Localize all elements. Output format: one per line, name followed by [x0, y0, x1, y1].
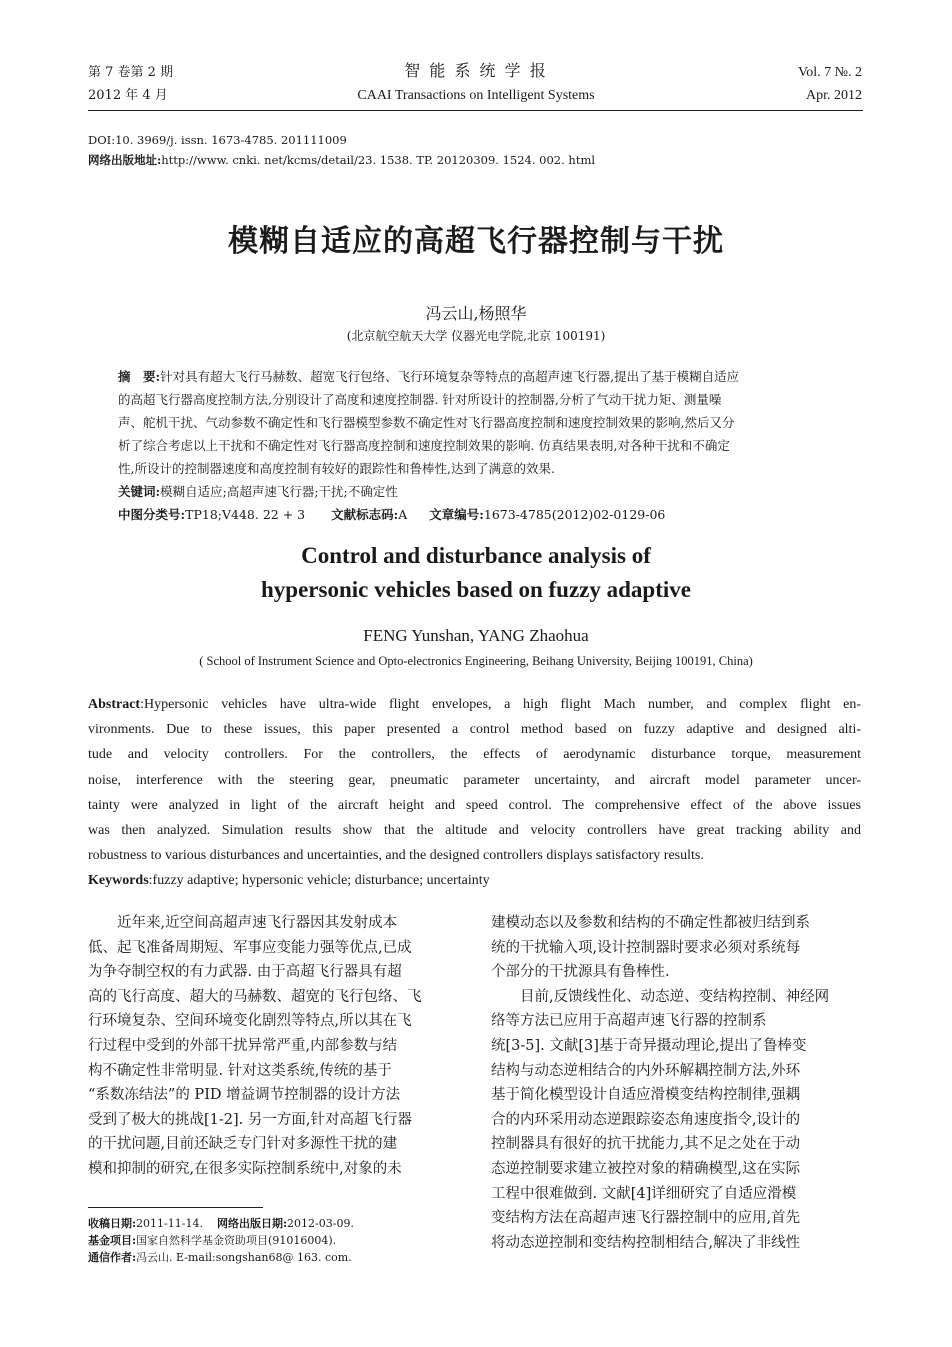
doc-code-value: A [398, 507, 408, 522]
abstract-zh-line: 声、舵机干扰、气动参数不确定性和飞行器模型参数不确定性对飞行器高度控制和速度控制效果的影响,然后又分 [118, 415, 735, 430]
online-address [88, 151, 595, 169]
received-date: 收稿日期:2011-11-14. 网络出版日期:2012-03-09. [88, 1217, 354, 1230]
corresponding-author: 通信作者:冯云山. E-mail:songshan68@ 163. com. [88, 1251, 352, 1264]
abstract-en-line: tainty were analyzed in light of the aircraft height and speed control. The comprehensive effect of the above issues [88, 797, 861, 813]
fund-info: 基金项目:国家自然科学基金资助项目(91016004). [88, 1234, 337, 1247]
affiliation-en: ( School of Instrument Science and Opto-electronics Engineering, Beihang University, Beijing 100191, China) [199, 654, 753, 668]
body-line: 建模动态以及参数和结构的不确定性都被归结到系 [491, 915, 810, 931]
body-line: 将动态逆控制和变结构控制相结合,解决了非线性 [491, 1234, 801, 1251]
abstract-en-line: vironments. Due to these issues, this paper presented a control method based on fuzzy adaptive and designed alti- [88, 722, 861, 738]
keywords-en-label: Keywords [88, 873, 149, 889]
body-line: 低、起飞准备周期短、军事应变能力强等优点,已成 [88, 939, 412, 956]
body-line: 结构与动态逆相结合的内外环解耦控制方法,外环 [491, 1062, 801, 1079]
abstract-en-label: Abstract [88, 697, 141, 712]
body-line: 工程中很难做到. 文献[4]详细研究了自适应滑模 [491, 1185, 797, 1202]
body-line: 统的干扰输入项,设计控制器时要求必须对系统每 [491, 939, 801, 956]
body-line: 个部分的干扰源具有鲁棒性. [491, 964, 670, 981]
abstract-zh [118, 365, 834, 526]
body-line: 络等方法已应用于高超声速飞行器的控制系 [491, 1013, 767, 1030]
abstract-zh-line: 析了综合考虑以上干扰和不确定性对飞行器高度控制和速度控制效果的影响. 仿真结果表明,对各种干扰和不确定 [118, 438, 730, 453]
abstract-en-line: Abstract:Hypersonic vehicles have ultra-wide flight envelopes, a high flight Mach number, and complex flight en- [88, 697, 861, 712]
article-number-label: 文章编号: [429, 507, 484, 522]
body-line: 目前,反馈线性化、动态逆、变结构控制、神经网 [491, 988, 830, 1005]
keywords-zh-label: 关键词: [118, 484, 161, 499]
doc-code-label: 文献标志码: [331, 507, 399, 522]
class-label: 中图分类号: [118, 507, 186, 522]
classification-line [118, 503, 834, 526]
body-line: 受到了极大的挑战[1-2]. 另一方面,针对高超飞行器 [88, 1111, 412, 1128]
keywords-en-value: :fuzzy adaptive; hypersonic vehicle; disturbance; uncertainty [148, 873, 490, 889]
footnotes [88, 1215, 354, 1266]
authors-zh: 冯云山,杨照华 [425, 304, 527, 323]
abstract-zh-label: 摘 要: [118, 369, 161, 384]
online-address-label: 网络出版地址: [88, 153, 162, 167]
paper-title-zh: 模糊自适应的高超飞行器控制与干扰 [228, 224, 724, 259]
body-line: 控制器具有很好的抗干扰能力,其不足之处在于动 [491, 1136, 801, 1153]
journal-name-en: CAAI Transactions on Intelligent Systems [357, 88, 595, 103]
journal-name-zh: 智 能 系 统 学 报 [404, 61, 548, 80]
body-line: “系数冻结法”的 PID 增益调节控制器的设计方法 [88, 1087, 401, 1104]
abstract-en [88, 692, 861, 894]
body-line: 行环境复杂、空间环境变化剧烈等特点,所以其在飞 [88, 1013, 412, 1030]
body-line: 变结构方法在高超声速飞行器控制中的应用,首先 [491, 1210, 801, 1227]
article-number-value: 1673-4785(2012)02-0129-06 [483, 507, 666, 522]
footnote-rule [88, 1207, 263, 1208]
body-line: 高的飞行高度、超大的马赫数、超宽的飞行包络、飞 [88, 988, 422, 1005]
paper-title-en-line-2: hypersonic vehicles based on fuzzy adaptive [261, 577, 691, 602]
abstract-zh-line: 的高超飞行器高度控制方法,分别设计了高度和速度控制器. 针对所设计的控制器,分析了气动干扰力矩、测量噪 [118, 392, 722, 407]
keywords-zh-value: 模糊自适应;高超声速飞行器;干扰;不确定性 [160, 484, 398, 499]
paper-title-en-line-1: Control and disturbance analysis of [301, 543, 651, 568]
body-line: 的干扰问题,目前还缺乏专门针对多源性干扰的建 [88, 1136, 398, 1153]
date-en: Apr. 2012 [806, 88, 862, 103]
body-line: 态逆控制要求建立被控对象的精确模型,这在实际 [491, 1160, 801, 1177]
abstract-en-line: noise, interference with the steering gear, pneumatic parameter uncertainty, and aircraft model parameter uncer- [88, 772, 861, 788]
body-line: 近年来,近空间高超声速飞行器因其发射成本 [88, 915, 398, 931]
volume-issue-zh: 第 7 卷第 2 期 [88, 65, 174, 80]
body-line: 为争夺制空权的有力武器. 由于高超飞行器具有超 [88, 964, 402, 981]
class-value: TP18;V448. 22 + 3 [185, 507, 306, 522]
online-address-url[interactable]: http://www. cnki. net/kcms/detail/23. 1538. TP. 20120309. 1524. 002. html [161, 153, 596, 167]
body-line: 合的内环采用动态逆跟踪姿态角速度指令,设计的 [491, 1111, 801, 1128]
volume-issue-en: Vol. 7 №. 2 [797, 65, 862, 80]
header-rule [88, 110, 863, 111]
abstract-en-line: tude and velocity controllers. For the controllers, the effects of aerodynamic disturbance torque, measurement [88, 747, 861, 763]
affiliation-zh: (北京航空航天大学 仪器光电学院,北京 100191) [346, 329, 606, 343]
date-zh: 2012 年 4 月 [88, 88, 168, 103]
abstract-zh-line: 性,所设计的控制器速度和高度控制有较好的跟踪性和鲁棒性,达到了满意的效果. [118, 461, 555, 476]
body-line: 构不确定性非常明显. 针对这类系统,传统的基于 [88, 1062, 392, 1079]
body-column-left [88, 911, 460, 1182]
body-line: 行过程中受到的外部干扰异常严重,内部参数与结 [88, 1037, 398, 1054]
abstract-en-line: was then analyzed. Simulation results show that the altitude and velocity controllers have great tracking ability and [88, 823, 861, 839]
authors-en: FENG Yunshan, YANG Zhaohua [363, 626, 589, 645]
body-line: 统[3-5]. 文献[3]基于奇异摄动理论,提出了鲁棒变 [491, 1037, 807, 1054]
body-line: 基于简化模型设计自适应滑模变结构控制律,强耦 [491, 1087, 801, 1104]
body-column-right [491, 911, 863, 1255]
doi: DOI:10. 3969/j. issn. 1673-4785. 201111009 [88, 133, 347, 147]
keywords-en [88, 868, 861, 893]
body-line: 模和抑制的研究,在很多实际控制系统中,对象的未 [88, 1160, 402, 1177]
abstract-en-line: robustness to various disturbances and uncertainties, and the designed controllers displays satisfactory results. [88, 848, 704, 864]
abstract-zh-line: 摘 要:针对具有超大飞行马赫数、超宽飞行包络、飞行环境复杂等特点的高超声速飞行器,提出了基于模糊自适应 [118, 369, 740, 384]
keywords-zh [118, 480, 834, 503]
